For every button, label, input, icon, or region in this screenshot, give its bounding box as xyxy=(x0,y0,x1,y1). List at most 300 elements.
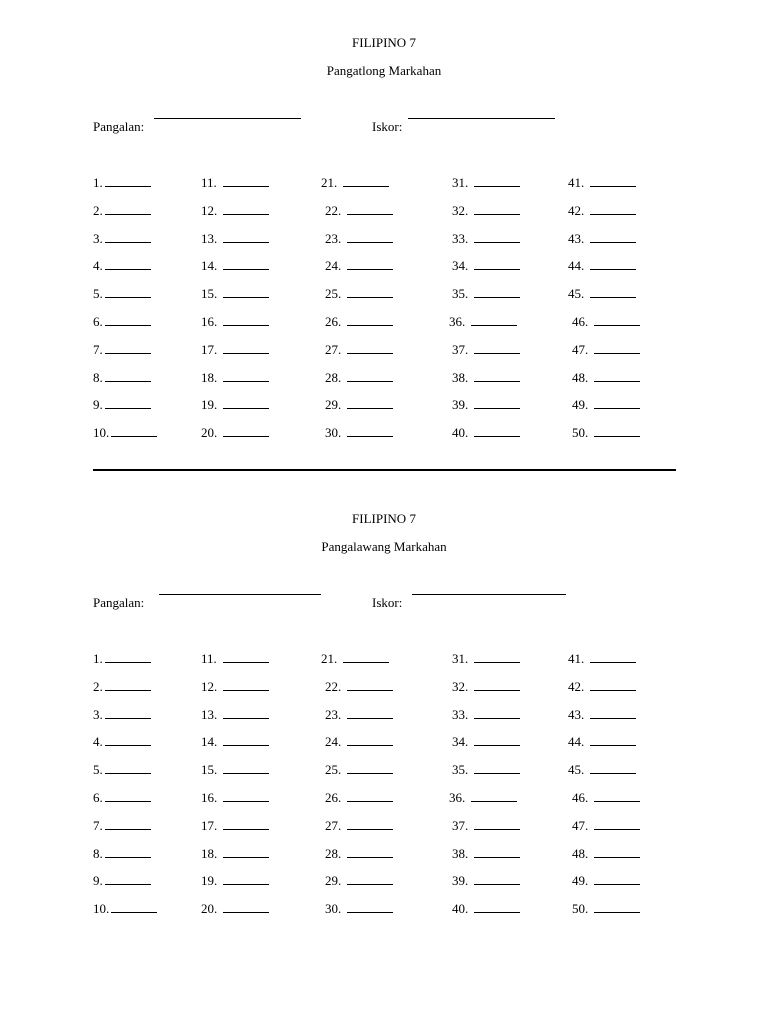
item-number: 38. xyxy=(452,845,469,861)
answer-blank[interactable] xyxy=(590,706,636,719)
answer-blank[interactable] xyxy=(223,845,269,858)
answer-blank[interactable] xyxy=(223,285,269,298)
answer-item xyxy=(93,650,151,667)
answer-blank[interactable] xyxy=(594,900,640,913)
item-number: 28. xyxy=(325,369,342,385)
answer-blank[interactable] xyxy=(105,789,151,802)
answer-blank[interactable] xyxy=(474,285,520,298)
answer-item xyxy=(572,845,640,862)
answer-blank[interactable] xyxy=(105,396,151,409)
item-number: 21. xyxy=(321,651,338,666)
item-number: 42. xyxy=(568,202,585,218)
answer-item xyxy=(325,341,393,358)
section-2-subtitle: Pangalawang Markahan xyxy=(321,539,447,554)
answer-row xyxy=(0,761,768,777)
answer-blank[interactable] xyxy=(594,817,640,830)
answer-item xyxy=(568,257,636,274)
item-number: 49. xyxy=(572,873,589,889)
answer-blank[interactable] xyxy=(590,761,636,774)
answer-blank[interactable] xyxy=(590,257,636,270)
answer-blank[interactable] xyxy=(105,650,151,663)
answer-blank[interactable] xyxy=(594,341,640,354)
answer-blank[interactable] xyxy=(223,257,269,270)
answer-item xyxy=(325,313,393,330)
item-number: 7. xyxy=(93,341,103,357)
answer-blank[interactable] xyxy=(223,424,269,437)
item-number: 3. xyxy=(93,706,103,722)
answer-row xyxy=(0,789,768,805)
answer-row xyxy=(0,678,768,694)
answer-blank[interactable] xyxy=(223,369,269,382)
item-number: 13. xyxy=(201,706,218,722)
answer-blank[interactable] xyxy=(474,424,520,437)
item-number: 43. xyxy=(568,230,585,246)
answer-item xyxy=(568,678,636,695)
item-number: 17. xyxy=(201,341,218,357)
answer-item xyxy=(93,313,151,330)
item-number: 6. xyxy=(93,790,103,805)
item-number: 36. xyxy=(449,790,466,805)
item-number: 35. xyxy=(452,286,469,302)
answer-item xyxy=(201,424,269,441)
item-number: 23. xyxy=(325,706,342,722)
item-number: 9. xyxy=(93,397,103,413)
answer-blank[interactable] xyxy=(223,789,269,802)
answer-blank[interactable] xyxy=(474,706,520,719)
answer-item xyxy=(93,817,151,834)
answer-blank[interactable] xyxy=(474,761,520,774)
answer-item xyxy=(452,202,520,219)
item-number: 37. xyxy=(452,341,469,357)
answer-blank[interactable] xyxy=(223,650,269,663)
answer-blank[interactable] xyxy=(111,900,157,913)
item-number: 29. xyxy=(325,873,342,889)
item-number: 45. xyxy=(568,286,585,302)
answer-item xyxy=(452,845,520,862)
answer-blank[interactable] xyxy=(347,369,393,382)
answer-row xyxy=(0,706,768,722)
answer-item xyxy=(452,761,520,778)
item-number: 4. xyxy=(93,258,103,274)
answer-item xyxy=(568,650,636,667)
answer-item xyxy=(452,706,520,723)
section-divider xyxy=(93,469,676,471)
answer-blank[interactable] xyxy=(105,202,151,215)
answer-blank[interactable] xyxy=(474,872,520,885)
answer-item xyxy=(201,341,269,358)
answer-blank[interactable] xyxy=(347,872,393,885)
item-number: 3. xyxy=(93,230,103,246)
item-number: 50. xyxy=(572,901,589,917)
item-number: 44. xyxy=(568,258,585,274)
answer-blank[interactable] xyxy=(471,313,517,326)
answer-item xyxy=(93,789,151,806)
item-number: 8. xyxy=(93,369,103,385)
answer-row xyxy=(0,230,768,246)
answer-item xyxy=(325,257,393,274)
item-number: 15. xyxy=(201,762,218,778)
item-number: 24. xyxy=(325,734,342,750)
item-number: 47. xyxy=(572,817,589,833)
answer-blank[interactable] xyxy=(105,761,151,774)
item-number: 20. xyxy=(201,901,218,917)
item-number: 5. xyxy=(93,762,103,778)
item-number: 42. xyxy=(568,678,585,694)
answer-item xyxy=(568,706,636,723)
item-number: 33. xyxy=(452,706,469,722)
item-number: 40. xyxy=(452,901,469,917)
answer-item xyxy=(568,230,636,247)
answer-blank[interactable] xyxy=(105,341,151,354)
answer-item xyxy=(201,733,269,750)
answer-item xyxy=(452,174,520,191)
item-number: 19. xyxy=(201,873,218,889)
item-number: 34. xyxy=(452,258,469,274)
answer-blank[interactable] xyxy=(223,900,269,913)
answer-item xyxy=(325,872,393,889)
answer-item xyxy=(325,733,393,750)
answer-item xyxy=(325,789,393,806)
item-number: 26. xyxy=(325,314,342,329)
answer-item xyxy=(325,900,393,917)
answer-blank[interactable] xyxy=(105,733,151,746)
answer-item xyxy=(325,424,393,441)
item-number: 8. xyxy=(93,845,103,861)
answer-item xyxy=(201,761,269,778)
item-number: 20. xyxy=(201,425,218,441)
item-number: 16. xyxy=(201,790,218,805)
answer-blank[interactable] xyxy=(347,845,393,858)
answer-item xyxy=(321,650,389,667)
item-number: 22. xyxy=(325,202,342,218)
section-2-name-field[interactable] xyxy=(159,594,321,595)
answer-item xyxy=(201,706,269,723)
answer-blank[interactable] xyxy=(474,396,520,409)
answer-item xyxy=(93,706,151,723)
answer-item xyxy=(572,369,640,386)
answer-row xyxy=(0,396,768,412)
answer-item xyxy=(201,202,269,219)
answer-item xyxy=(201,650,269,667)
answer-blank[interactable] xyxy=(347,257,393,270)
answer-item xyxy=(93,257,151,274)
answer-blank[interactable] xyxy=(223,202,269,215)
section-2-title: FILIPINO 7 xyxy=(352,511,416,526)
answer-item xyxy=(568,202,636,219)
answer-blank[interactable] xyxy=(105,872,151,885)
item-number: 11. xyxy=(201,651,217,666)
answer-row xyxy=(0,341,768,357)
answer-blank[interactable] xyxy=(474,230,520,243)
answer-blank[interactable] xyxy=(594,313,640,326)
answer-item xyxy=(93,202,151,219)
answer-blank[interactable] xyxy=(474,733,520,746)
answer-blank[interactable] xyxy=(347,285,393,298)
answer-blank[interactable] xyxy=(594,845,640,858)
item-number: 1. xyxy=(93,651,103,666)
item-number: 12. xyxy=(201,202,218,218)
answer-item xyxy=(568,733,636,750)
item-number: 13. xyxy=(201,230,218,246)
answer-blank[interactable] xyxy=(347,900,393,913)
answer-blank[interactable] xyxy=(594,396,640,409)
answer-item xyxy=(452,678,520,695)
section-1-subtitle: Pangatlong Markahan xyxy=(326,63,442,78)
answer-row xyxy=(0,733,768,749)
answer-blank[interactable] xyxy=(343,650,389,663)
item-number: 35. xyxy=(452,762,469,778)
answer-blank[interactable] xyxy=(223,733,269,746)
answer-item xyxy=(568,761,636,778)
answer-item xyxy=(325,202,393,219)
answer-blank[interactable] xyxy=(105,313,151,326)
item-number: 46. xyxy=(572,790,589,805)
item-number: 10. xyxy=(93,901,110,917)
answer-item xyxy=(325,285,393,302)
answer-item xyxy=(93,678,151,695)
answer-row xyxy=(0,900,768,916)
answer-blank[interactable] xyxy=(347,678,393,691)
answer-row xyxy=(0,872,768,888)
answer-blank[interactable] xyxy=(474,900,520,913)
answer-blank[interactable] xyxy=(594,424,640,437)
answer-item xyxy=(452,369,520,386)
section-2-score-field[interactable] xyxy=(412,594,566,595)
item-number: 27. xyxy=(325,817,342,833)
answer-blank[interactable] xyxy=(590,230,636,243)
answer-blank[interactable] xyxy=(474,817,520,830)
answer-item xyxy=(449,789,517,806)
item-number: 47. xyxy=(572,341,589,357)
answer-blank[interactable] xyxy=(594,872,640,885)
answer-blank[interactable] xyxy=(347,761,393,774)
answer-item xyxy=(201,285,269,302)
item-number: 7. xyxy=(93,817,103,833)
answer-row xyxy=(0,202,768,218)
item-number: 17. xyxy=(201,817,218,833)
answer-item xyxy=(201,230,269,247)
answer-item xyxy=(452,341,520,358)
answer-item xyxy=(568,174,636,191)
answer-blank[interactable] xyxy=(347,789,393,802)
answer-item xyxy=(452,424,520,441)
item-number: 24. xyxy=(325,258,342,274)
item-number: 48. xyxy=(572,369,589,385)
item-number: 4. xyxy=(93,734,103,750)
answer-item xyxy=(452,817,520,834)
answer-blank[interactable] xyxy=(105,174,151,187)
answer-blank[interactable] xyxy=(105,706,151,719)
item-number: 27. xyxy=(325,341,342,357)
answer-blank[interactable] xyxy=(474,202,520,215)
item-number: 19. xyxy=(201,397,218,413)
answer-blank[interactable] xyxy=(223,706,269,719)
answer-item xyxy=(201,396,269,413)
answer-blank[interactable] xyxy=(474,845,520,858)
answer-item xyxy=(201,313,269,330)
answer-blank[interactable] xyxy=(347,313,393,326)
answer-blank[interactable] xyxy=(105,230,151,243)
answer-item xyxy=(201,900,269,917)
answer-row xyxy=(0,369,768,385)
item-number: 30. xyxy=(325,425,342,441)
answer-blank[interactable] xyxy=(474,257,520,270)
answer-item xyxy=(325,817,393,834)
answer-blank[interactable] xyxy=(105,678,151,691)
answer-item xyxy=(93,761,151,778)
answer-blank[interactable] xyxy=(347,706,393,719)
answer-item xyxy=(201,369,269,386)
answer-blank[interactable] xyxy=(223,396,269,409)
answer-blank[interactable] xyxy=(347,733,393,746)
answer-blank[interactable] xyxy=(590,733,636,746)
answer-blank[interactable] xyxy=(223,313,269,326)
answer-blank[interactable] xyxy=(474,369,520,382)
answer-item xyxy=(572,900,640,917)
item-number: 32. xyxy=(452,202,469,218)
answer-blank[interactable] xyxy=(471,789,517,802)
answer-item xyxy=(572,789,640,806)
answer-item xyxy=(325,706,393,723)
answer-item xyxy=(201,872,269,889)
answer-item xyxy=(325,761,393,778)
item-number: 22. xyxy=(325,678,342,694)
item-number: 30. xyxy=(325,901,342,917)
answer-blank[interactable] xyxy=(590,650,636,663)
item-number: 29. xyxy=(325,397,342,413)
answer-blank[interactable] xyxy=(223,174,269,187)
answer-item xyxy=(325,396,393,413)
section-1-score-field[interactable] xyxy=(408,118,555,119)
answer-item xyxy=(201,174,269,191)
answer-blank[interactable] xyxy=(105,817,151,830)
item-number: 32. xyxy=(452,678,469,694)
answer-item xyxy=(572,872,640,889)
answer-item xyxy=(452,650,520,667)
item-number: 23. xyxy=(325,230,342,246)
answer-item xyxy=(568,285,636,302)
item-number: 15. xyxy=(201,286,218,302)
answer-item xyxy=(449,313,517,330)
answer-row xyxy=(0,285,768,301)
item-number: 43. xyxy=(568,706,585,722)
answer-item xyxy=(325,230,393,247)
section-1-name-field[interactable] xyxy=(154,118,301,119)
answer-item xyxy=(572,817,640,834)
answer-blank[interactable] xyxy=(223,678,269,691)
item-number: 26. xyxy=(325,790,342,805)
item-number: 31. xyxy=(452,175,469,190)
answer-item xyxy=(201,678,269,695)
answer-blank[interactable] xyxy=(347,817,393,830)
answer-item xyxy=(325,369,393,386)
answer-blank[interactable] xyxy=(594,789,640,802)
answer-blank[interactable] xyxy=(223,761,269,774)
item-number: 28. xyxy=(325,845,342,861)
answer-blank[interactable] xyxy=(347,202,393,215)
answer-row xyxy=(0,650,768,666)
answer-blank[interactable] xyxy=(223,872,269,885)
answer-row xyxy=(0,313,768,329)
answer-row xyxy=(0,845,768,861)
answer-item xyxy=(201,789,269,806)
section-1-name-label: Pangalan: xyxy=(93,119,145,134)
answer-item xyxy=(93,174,151,191)
answer-item xyxy=(93,396,151,413)
answer-item xyxy=(93,872,151,889)
answer-item xyxy=(452,733,520,750)
answer-item xyxy=(93,285,151,302)
item-number: 41. xyxy=(568,175,585,190)
item-number: 6. xyxy=(93,314,103,329)
answer-item xyxy=(572,313,640,330)
answer-blank[interactable] xyxy=(590,285,636,298)
item-number: 2. xyxy=(93,678,103,694)
answer-blank[interactable] xyxy=(105,285,151,298)
answer-blank[interactable] xyxy=(105,845,151,858)
answer-blank[interactable] xyxy=(111,424,157,437)
item-number: 25. xyxy=(325,286,342,302)
answer-blank[interactable] xyxy=(474,341,520,354)
answer-blank[interactable] xyxy=(594,369,640,382)
item-number: 5. xyxy=(93,286,103,302)
answer-item xyxy=(321,174,389,191)
item-number: 9. xyxy=(93,873,103,889)
answer-blank[interactable] xyxy=(223,817,269,830)
item-number: 50. xyxy=(572,425,589,441)
item-number: 34. xyxy=(452,734,469,750)
answer-blank[interactable] xyxy=(343,174,389,187)
section-2-score-label: Iskor: xyxy=(372,595,403,610)
answer-blank[interactable] xyxy=(223,230,269,243)
answer-item xyxy=(93,230,151,247)
item-number: 44. xyxy=(568,734,585,750)
answer-blank[interactable] xyxy=(474,174,520,187)
section-1-score-label: Iskor: xyxy=(372,119,403,134)
answer-item xyxy=(572,341,640,358)
answer-blank[interactable] xyxy=(347,396,393,409)
answer-blank[interactable] xyxy=(474,650,520,663)
answer-blank[interactable] xyxy=(347,230,393,243)
item-number: 18. xyxy=(201,369,218,385)
item-number: 2. xyxy=(93,202,103,218)
item-number: 37. xyxy=(452,817,469,833)
item-number: 1. xyxy=(93,175,103,190)
answer-blank[interactable] xyxy=(105,257,151,270)
answer-blank[interactable] xyxy=(347,341,393,354)
answer-blank[interactable] xyxy=(105,369,151,382)
item-number: 41. xyxy=(568,651,585,666)
item-number: 16. xyxy=(201,314,218,329)
answer-blank[interactable] xyxy=(590,174,636,187)
answer-row xyxy=(0,257,768,273)
item-number: 31. xyxy=(452,651,469,666)
answer-item xyxy=(452,872,520,889)
item-number: 48. xyxy=(572,845,589,861)
item-number: 40. xyxy=(452,425,469,441)
answer-blank[interactable] xyxy=(590,202,636,215)
answer-row xyxy=(0,817,768,833)
item-number: 14. xyxy=(201,734,218,750)
item-number: 18. xyxy=(201,845,218,861)
answer-blank[interactable] xyxy=(347,424,393,437)
answer-item xyxy=(201,817,269,834)
answer-blank[interactable] xyxy=(474,678,520,691)
answer-blank[interactable] xyxy=(590,678,636,691)
answer-row xyxy=(0,174,768,190)
answer-blank[interactable] xyxy=(223,341,269,354)
answer-item xyxy=(325,678,393,695)
